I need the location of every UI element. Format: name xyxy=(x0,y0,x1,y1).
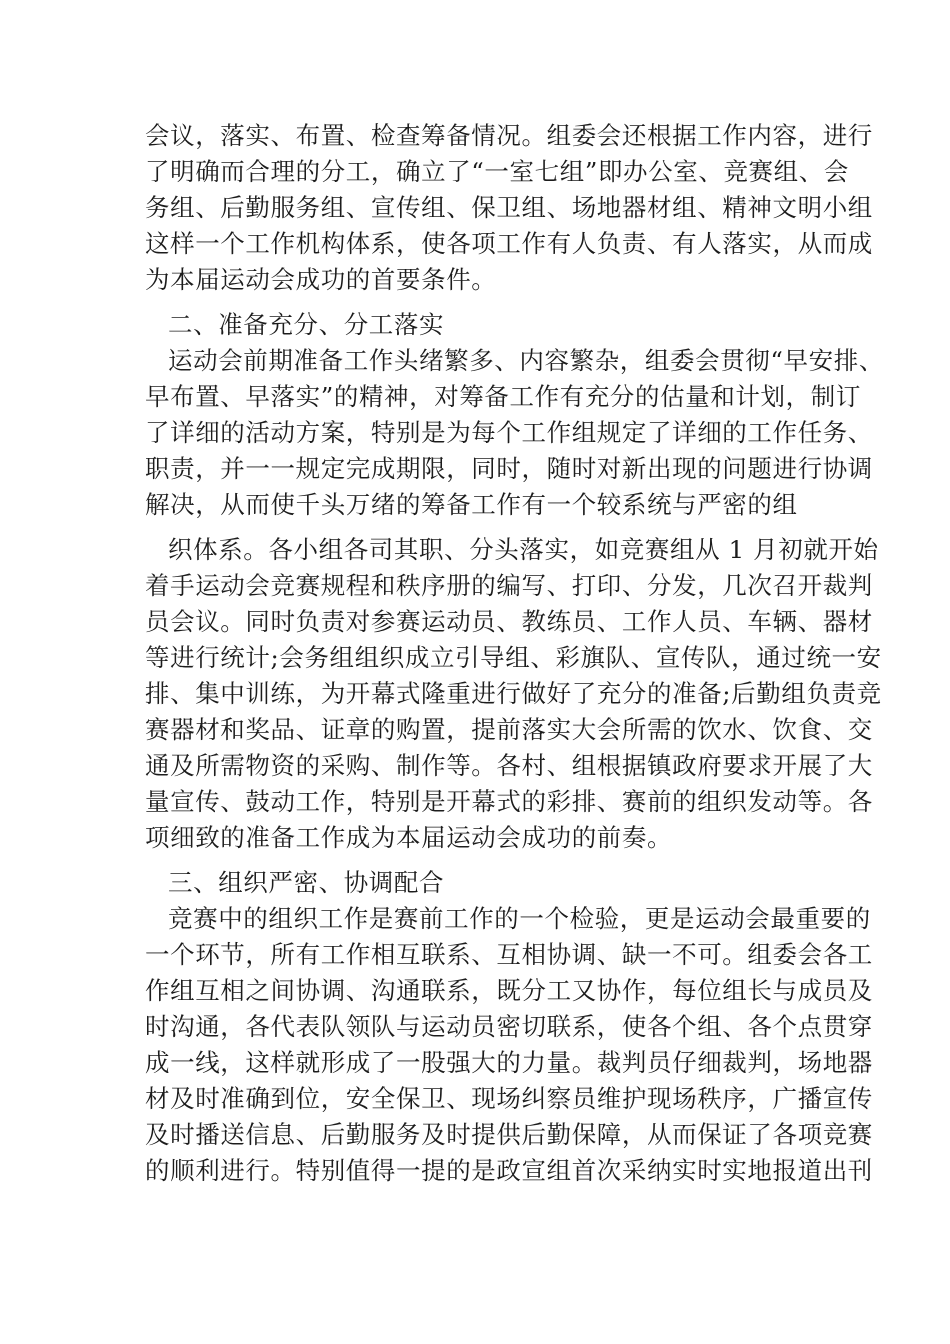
text-line: 排、集中训练，为开幕式隆重进行做好了充分的准备;后勤组负责竞 xyxy=(145,679,882,708)
text-line: 赛器材和奖品、证章的购置，提前落实大会所需的饮水、饮食、交 xyxy=(145,715,873,744)
text-line: 作组互相之间协调、沟通联系，既分工又协作，每位组长与成员及 xyxy=(145,976,873,1005)
text-line: 了明确而合理的分工，确立了“一室七组”即办公室、竞赛组、会 xyxy=(145,157,849,186)
section-heading: 二、准备充分、分工落实 xyxy=(168,310,445,339)
text-line: 了详细的活动方案，特别是为每个工作组规定了详细的工作任务、 xyxy=(145,418,873,447)
text-line: 量宣传、鼓动工作，特别是开幕式的彩排、赛前的组织发动等。各 xyxy=(145,787,873,816)
text-line: 早布置、早落实”的精神，对筹备工作有充分的估量和计划，制订 xyxy=(145,382,861,411)
text-line: 时沟通，各代表队领队与运动员密切联系，使各个组、各个点贯穿 xyxy=(145,1012,873,1041)
text-line: 运动会前期准备工作头绪繁多、内容繁杂，组委会贯彻“早安排、 xyxy=(168,346,884,375)
text-line: 织体系。各小组各司其职、分头落实，如竞赛组从 1 月初就开始 xyxy=(168,535,879,564)
text-line: 成一线，这样就形成了一股强大的力量。裁判员仔细裁判，场地器 xyxy=(145,1048,873,1077)
text-line: 等进行统计;会务组组织成立引导组、彩旗队、宣传队，通过统一安 xyxy=(145,643,882,672)
text-line: 为本届运动会成功的首要条件。 xyxy=(145,265,497,294)
text-line: 这样一个工作机构体系，使各项工作有人负责、有人落实，从而成 xyxy=(145,229,873,258)
text-line: 职责，并一一规定完成期限，同时，随时对新出现的问题进行协调 xyxy=(145,454,873,483)
text-line: 的顺利进行。特别值得一提的是政宣组首次采纳实时实地报道出刊 xyxy=(145,1156,873,1185)
text-line: 一个环节，所有工作相互联系、互相协调、缺一不可。组委会各工 xyxy=(145,940,873,969)
text-line: 着手运动会竞赛规程和秩序册的编写、打印、分发，几次召开裁判 xyxy=(145,571,873,600)
text-line: 解决，从而使千头万绪的筹备工作有一个较系统与严密的组 xyxy=(145,490,798,519)
text-line: 及时播送信息、后勤服务及时提供后勤保障，从而保证了各项竞赛 xyxy=(145,1120,873,1149)
text-line: 务组、后勤服务组、宣传组、保卫组、场地器材组、精神文明小组 xyxy=(145,193,873,222)
text-line: 通及所需物资的采购、制作等。各村、组根据镇政府要求开展了大 xyxy=(145,751,873,780)
text-line: 会议，落实、布置、检查筹备情况。组委会还根据工作内容，进行 xyxy=(145,121,873,150)
text-line: 项细致的准备工作成为本届运动会成功的前奏。 xyxy=(145,823,673,852)
text-line: 员会议。同时负责对参赛运动员、教练员、工作人员、车辆、器材 xyxy=(145,607,873,636)
text-line: 材及时准确到位，安全保卫、现场纠察员维护现场秩序，广播宣传 xyxy=(145,1084,873,1113)
text-line: 竞赛中的组织工作是赛前工作的一个检验，更是运动会最重要的 xyxy=(168,904,871,933)
section-heading: 三、组织严密、协调配合 xyxy=(168,868,445,897)
